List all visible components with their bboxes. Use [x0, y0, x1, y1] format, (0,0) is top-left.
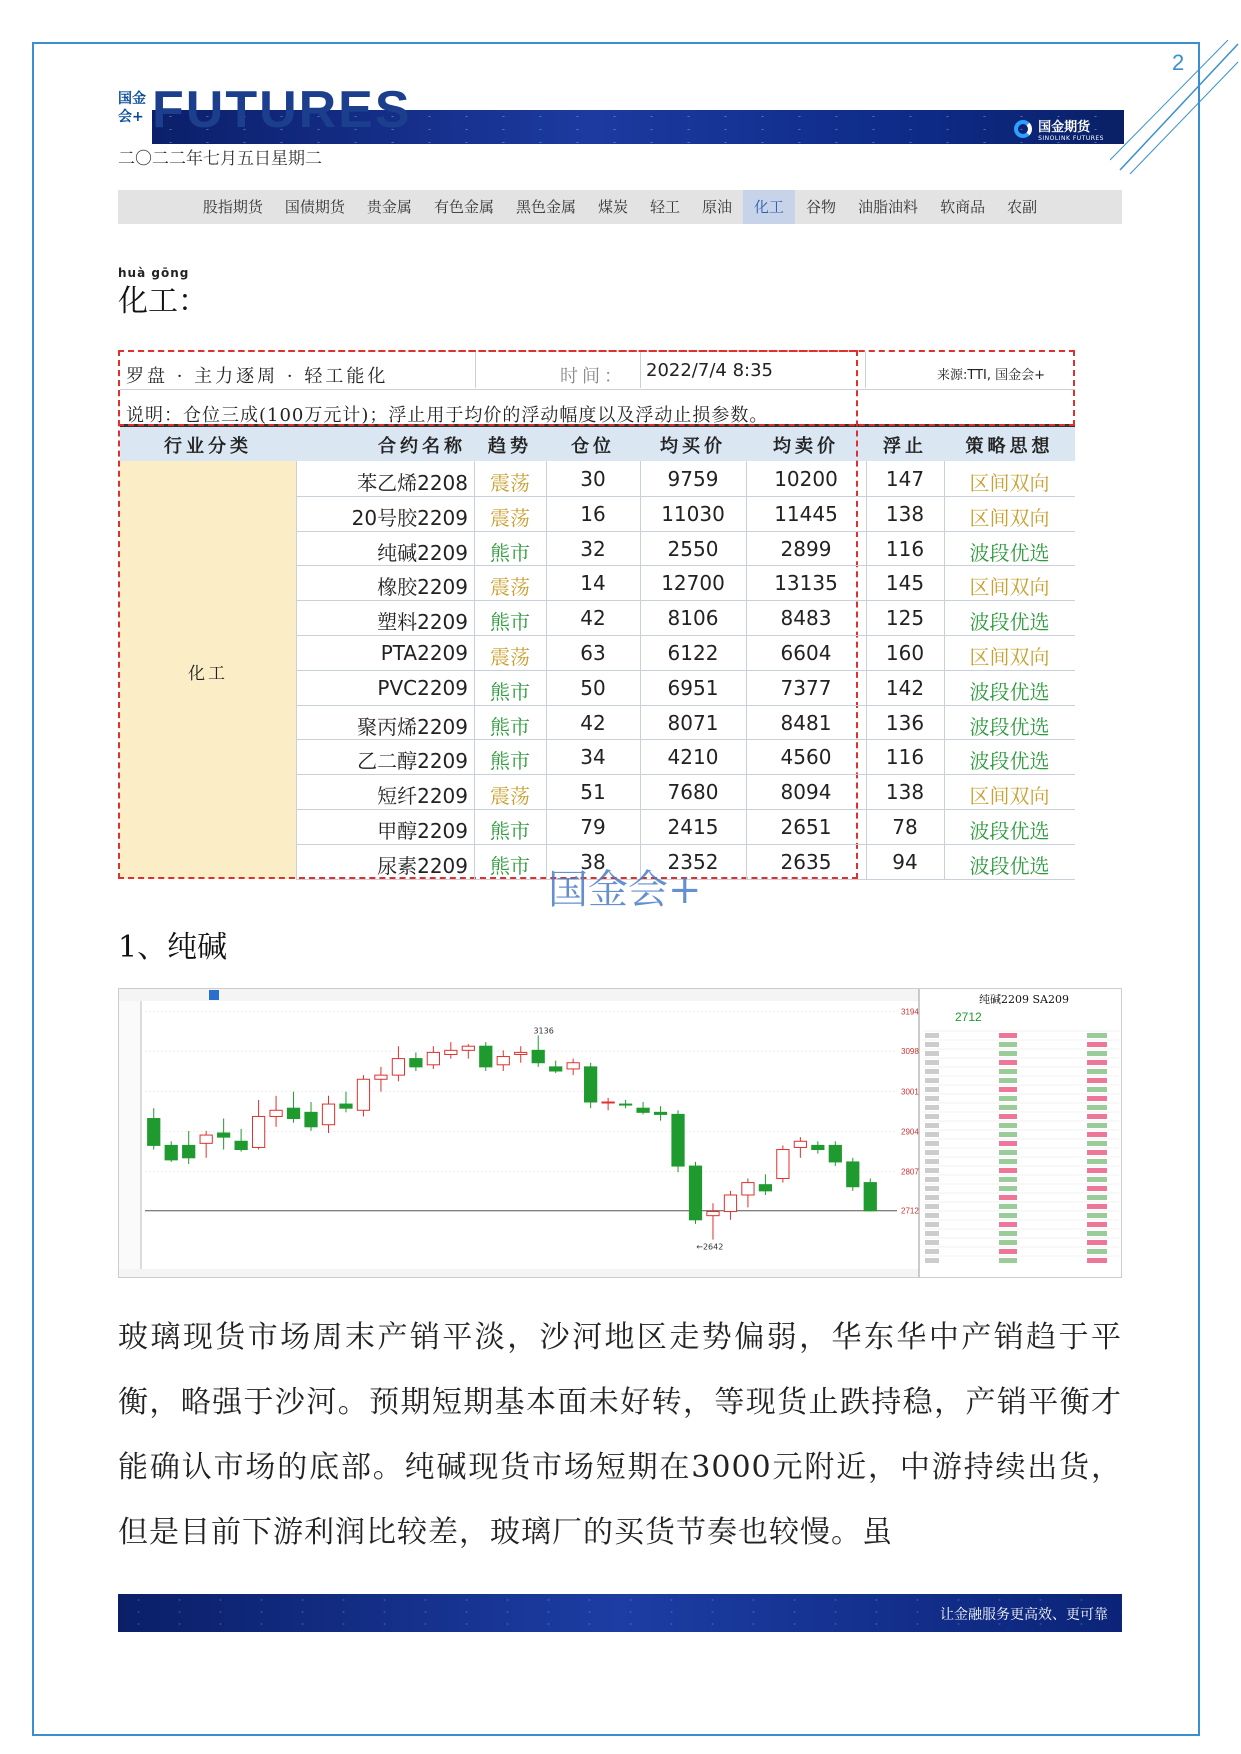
candle-body: [340, 1104, 352, 1108]
page-number: 2: [1172, 50, 1185, 75]
quote-row-value: [999, 1078, 1017, 1083]
cell-sell: 10200: [774, 467, 838, 491]
cell-strategy: 波段优选: [969, 679, 1050, 704]
quote-row-label: [925, 1078, 939, 1083]
quote-row-value: [1087, 1123, 1107, 1128]
cell-trend: 熊市: [490, 749, 530, 774]
candle-body: [550, 1067, 562, 1071]
cell-stop: 125: [885, 606, 925, 631]
quote-row-value: [999, 1033, 1017, 1038]
candle-body: [462, 1046, 474, 1050]
quote-row-label: [925, 1060, 939, 1065]
nav-item-0[interactable]: 股指期货: [202, 198, 263, 216]
cell-stop: 94: [892, 849, 918, 874]
quote-row-label: [925, 1042, 939, 1047]
cell-name: 塑料2209: [377, 610, 468, 635]
subheading: 1、纯碱: [118, 930, 228, 965]
table-title: 罗盘 · 主力逐周 · 轻工能化: [126, 366, 389, 387]
cell-strategy: 区间双向: [969, 505, 1050, 530]
quote-row-label: [925, 1087, 939, 1092]
cell-sell: 7377: [780, 675, 832, 700]
cell-stop: 138: [885, 780, 925, 805]
candle-body: [777, 1150, 789, 1179]
brand-cn: 国金会+: [118, 91, 146, 125]
candle-body: [252, 1116, 264, 1147]
candle-body: [759, 1185, 771, 1191]
quote-row-value: [999, 1240, 1017, 1245]
chart-status-bar: [119, 1269, 919, 1278]
high-label: 3136: [533, 1026, 554, 1036]
cell-sell: 6604: [780, 641, 832, 665]
quote-row-value: [999, 1132, 1017, 1137]
header-2: 趋势: [488, 436, 532, 457]
cell-trend: 熊市: [490, 540, 530, 565]
quote-row-value: [999, 1159, 1017, 1164]
section-pinyin: huà gōng: [118, 266, 190, 280]
candle-body: [305, 1112, 317, 1126]
body-paragraph: 玻璃现货市场周末产销平淡，沙河地区走势偏弱，华东华中产销趋于平衡，略强于沙河。预期短期基本面未好转，等现货止跌持稳，产销平衡才能确认市场的底部。纯碱现货市场短期在3000元附近，中游持续出货，但是目前下游利润比较差，玻璃厂的买货节奏也较慢。虽: [118, 1320, 1122, 1550]
quote-row-label: [925, 1195, 939, 1200]
nav-item-11[interactable]: 软商品: [940, 198, 986, 216]
cell-name: 橡胶2209: [377, 575, 468, 600]
watermark: 国金会+: [548, 867, 702, 913]
cell-name: 20号胶2209: [351, 505, 468, 530]
candle-body: [602, 1102, 614, 1103]
quote-row-value: [1087, 1177, 1107, 1182]
candle-body: [707, 1212, 719, 1216]
kline-svg: [119, 989, 1122, 1278]
quote-row-value: [999, 1105, 1017, 1110]
cell-sell: 2651: [780, 815, 832, 839]
cell-buy: 11030: [661, 501, 725, 526]
candle-body: [497, 1057, 509, 1065]
company-logo: [1014, 116, 1104, 142]
nav-item-2[interactable]: 贵金属: [366, 198, 412, 216]
divider: [640, 352, 641, 388]
cell-sell: 8094: [780, 780, 832, 805]
company-name: 国金期货: [1038, 120, 1091, 135]
quote-row-value: [1087, 1096, 1107, 1101]
time-label: 时间：: [560, 366, 626, 387]
header-5: 均卖价: [773, 436, 839, 457]
candle-body: [235, 1141, 247, 1149]
cell-trend: 熊市: [490, 853, 530, 878]
cell-pos: 34: [580, 745, 606, 770]
candle-body: [427, 1052, 439, 1064]
source-label: 来源:TTI, 国金会+: [937, 368, 1046, 383]
category-nav: [118, 190, 1122, 224]
nav-item-1[interactable]: 国债期货: [284, 198, 345, 216]
quote-row-value: [1087, 1222, 1107, 1227]
cell-buy: 2550: [667, 536, 719, 561]
cell-stop: 78: [892, 815, 918, 839]
right-axis-tick: 2712: [901, 1206, 919, 1216]
quote-row-value: [1087, 1186, 1107, 1191]
cell-pos: 79: [580, 815, 606, 839]
quote-row-label: [925, 1222, 939, 1227]
quote-row-label: [925, 1240, 939, 1245]
cell-name: PVC2209: [377, 675, 468, 700]
cell-buy: 2415: [667, 815, 719, 839]
divider: [865, 352, 866, 388]
quote-row-value: [1087, 1240, 1107, 1245]
footer-slogan: 让金融服务更高效、更可靠: [940, 1607, 1108, 1623]
time-value: 2022/7/4 8:35: [646, 360, 773, 381]
quote-last-price: 2712: [955, 1010, 982, 1024]
cell-strategy: 波段优选: [969, 749, 1050, 774]
cell-buy: 8071: [667, 710, 719, 735]
cell-sell: 2899: [780, 536, 832, 561]
quote-row-label: [925, 1231, 939, 1236]
quote-row-value: [999, 1087, 1017, 1092]
toolbar-active-icon: [209, 990, 219, 1000]
quote-row-value: [1087, 1159, 1107, 1164]
candle-body: [654, 1112, 666, 1114]
quote-row-value: [999, 1168, 1017, 1173]
nav-item-10[interactable]: 油脂油料: [858, 198, 919, 216]
cell-trend: 熊市: [490, 819, 530, 843]
cell-strategy: 区间双向: [969, 575, 1050, 600]
quote-row-label: [925, 1186, 939, 1191]
cell-trend: 震荡: [490, 784, 530, 809]
nav-item-6[interactable]: 轻工: [649, 198, 680, 216]
quote-row-label: [925, 1177, 939, 1182]
quote-row-label: [925, 1150, 939, 1155]
candle-body: [357, 1079, 369, 1110]
nav-item-3[interactable]: 有色金属: [433, 198, 494, 216]
quote-row-value: [1087, 1204, 1107, 1209]
candle-body: [322, 1104, 334, 1125]
quote-row-value: [999, 1231, 1017, 1236]
brand-futures: FUTURES: [152, 81, 412, 139]
candle-body: [794, 1141, 806, 1147]
quote-row-value: [999, 1114, 1017, 1119]
cell-buy: 2352: [667, 849, 719, 874]
quote-row-label: [925, 1132, 939, 1137]
cell-strategy: 波段优选: [969, 540, 1050, 565]
chart-toolbar: [119, 989, 919, 1001]
quote-row-value: [999, 1042, 1017, 1047]
cell-pos: 30: [580, 467, 606, 491]
quote-row-value: [1087, 1195, 1107, 1200]
section-title: 化工：: [118, 284, 208, 319]
cell-stop: 116: [885, 745, 925, 770]
quote-row-value: [1087, 1051, 1107, 1056]
category-label: 化工: [188, 664, 228, 684]
quote-row-value: [1087, 1087, 1107, 1092]
candle-body: [410, 1059, 422, 1067]
quote-row-value: [1087, 1150, 1107, 1155]
candle-body: [287, 1108, 299, 1118]
header-6: 浮止: [883, 436, 927, 457]
cell-strategy: 波段优选: [969, 714, 1050, 739]
candle-body: [829, 1145, 841, 1162]
header-3: 仓位: [571, 436, 615, 457]
candle-body: [585, 1067, 597, 1102]
quote-row-label: [925, 1204, 939, 1209]
nav-item-12[interactable]: 农副: [1007, 198, 1038, 216]
divider: [475, 352, 476, 388]
cell-pos: 50: [580, 675, 606, 700]
quote-row-value: [999, 1222, 1017, 1227]
quote-row-value: [999, 1249, 1017, 1254]
quote-row-value: [999, 1204, 1017, 1209]
cell-name: 纯碱2209: [377, 540, 468, 565]
cell-stop: 136: [885, 710, 925, 735]
cell-sell: 8483: [780, 606, 832, 631]
quote-row-value: [1087, 1060, 1107, 1065]
cell-pos: 42: [580, 606, 606, 631]
cell-trend: 熊市: [490, 679, 530, 704]
low-label: ←2642: [696, 1242, 724, 1252]
quote-row-value: [999, 1213, 1017, 1218]
report-date: 二〇二二年七月五日星期二: [118, 149, 322, 169]
candle-body: [864, 1183, 876, 1211]
cell-name: 甲醇2209: [377, 819, 468, 843]
candle-body: [532, 1050, 544, 1062]
right-axis-tick: 3098: [901, 1047, 919, 1057]
cell-sell: 2635: [780, 849, 832, 874]
cell-trend: 震荡: [490, 645, 530, 669]
cell-trend: 震荡: [490, 505, 530, 530]
nav-item-5[interactable]: 煤炭: [597, 198, 628, 216]
cell-buy: 6122: [667, 641, 719, 665]
quote-row-value: [1087, 1132, 1107, 1137]
quote-row-label: [925, 1249, 939, 1254]
quote-row-label: [925, 1213, 939, 1218]
cell-stop: 160: [885, 641, 925, 665]
candle-body: [637, 1108, 649, 1112]
cell-sell: 8481: [780, 710, 832, 735]
candle-body: [619, 1104, 631, 1105]
cell-sell: 4560: [780, 745, 832, 770]
quote-row-value: [1087, 1168, 1107, 1173]
candle-body: [742, 1183, 754, 1195]
info-column: [119, 1001, 141, 1269]
company-name-en: SINOLINK FUTURES: [1038, 135, 1104, 142]
quote-row-value: [1087, 1114, 1107, 1119]
quote-row-value: [1087, 1249, 1107, 1254]
quote-row-value: [1087, 1069, 1107, 1074]
candle-body: [392, 1059, 404, 1076]
cell-name: 乙二醇2209: [357, 749, 468, 774]
candle-body: [200, 1135, 212, 1143]
quote-title: 纯碱2209 SA209: [979, 993, 1069, 1006]
cell-pos: 32: [580, 536, 606, 561]
cell-name: 聚丙烯2209: [357, 714, 468, 739]
table-note: 说明：仓位三成(100万元计)；浮止用于均价的浮动幅度以及浮动止损参数。: [126, 405, 769, 426]
cell-pos: 14: [580, 571, 606, 596]
quote-row-label: [925, 1168, 939, 1173]
cell-stop: 142: [885, 675, 925, 700]
candle-body: [847, 1162, 859, 1187]
cell-sell: 11445: [774, 501, 838, 526]
candle-body: [218, 1133, 230, 1137]
cell-pos: 51: [580, 780, 606, 805]
right-axis-tick: 3001: [901, 1087, 919, 1097]
cell-buy: 7680: [667, 780, 719, 805]
cell-name: 苯乙烯2208: [357, 471, 468, 495]
quote-row-value: [1087, 1033, 1107, 1038]
candle-body: [270, 1110, 282, 1116]
quote-row-label: [925, 1123, 939, 1128]
quote-row-value: [1087, 1042, 1107, 1047]
cell-name: PTA2209: [380, 641, 468, 665]
cell-buy: 12700: [661, 571, 725, 596]
quote-row-value: [1087, 1231, 1107, 1236]
quote-row-value: [999, 1096, 1017, 1101]
cell-strategy: 波段优选: [969, 853, 1050, 878]
nav-item-7[interactable]: 原油: [702, 198, 733, 216]
cell-trend: 熊市: [490, 714, 530, 739]
cell-stop: 116: [885, 536, 925, 561]
cell-buy: 8106: [667, 606, 719, 631]
cell-strategy: 区间双向: [969, 784, 1050, 809]
cell-sell: 13135: [774, 571, 838, 596]
quote-row-label: [925, 1105, 939, 1110]
quote-row-label: [925, 1033, 939, 1038]
quote-row-value: [999, 1051, 1017, 1056]
header-1: 合约名称: [378, 436, 466, 457]
nav-item-4[interactable]: 黑色金属: [515, 198, 576, 216]
cell-trend: 震荡: [490, 575, 530, 600]
candle-body: [724, 1195, 736, 1212]
cell-buy: 4210: [667, 745, 719, 770]
header-7: 策略思想: [965, 436, 1054, 457]
quote-row-label: [925, 1069, 939, 1074]
quote-row-value: [999, 1060, 1017, 1065]
header-4: 均买价: [660, 436, 726, 457]
quote-row-label: [925, 1096, 939, 1101]
quote-row-value: [999, 1195, 1017, 1200]
cell-strategy: 区间双向: [969, 645, 1050, 669]
candle-body: [375, 1075, 387, 1079]
cell-buy: 6951: [667, 675, 719, 700]
cell-pos: 63: [580, 641, 606, 665]
right-axis-tick: 2807: [901, 1167, 919, 1177]
cell-stop: 145: [885, 571, 925, 596]
kline-chart: [118, 988, 1122, 1278]
cell-strategy: 波段优选: [969, 610, 1050, 635]
cell-buy: 9759: [667, 467, 719, 491]
quote-row-value: [1087, 1258, 1107, 1263]
quote-row-label: [925, 1114, 939, 1119]
candle-body: [480, 1046, 492, 1067]
logo-ring-icon: [1014, 120, 1032, 138]
quote-row-label: [925, 1051, 939, 1056]
nav-item-9[interactable]: 谷物: [806, 198, 837, 216]
nav-item-8[interactable]: 化工: [743, 190, 795, 224]
quote-row-value: [1087, 1105, 1107, 1110]
quote-row-label: [925, 1258, 939, 1263]
quote-row-value: [999, 1123, 1017, 1128]
cell-name: 尿素2209: [377, 853, 468, 878]
quote-row-value: [999, 1141, 1017, 1146]
cell-pos: 38: [580, 849, 606, 874]
cell-pos: 42: [580, 710, 606, 735]
cell-strategy: 区间双向: [969, 471, 1050, 495]
candle-body: [672, 1114, 684, 1166]
candle-body: [515, 1052, 527, 1054]
quote-row-value: [1087, 1078, 1107, 1083]
quote-row-value: [999, 1177, 1017, 1182]
candle-body: [812, 1145, 824, 1149]
quote-row-label: [925, 1141, 939, 1146]
candle-body: [183, 1145, 195, 1157]
candle-body: [165, 1145, 177, 1159]
candle-body: [148, 1119, 160, 1146]
quote-row-value: [999, 1186, 1017, 1191]
quote-row-label: [925, 1159, 939, 1164]
candle-body: [445, 1050, 457, 1054]
divider: [120, 389, 1075, 390]
cell-strategy: 波段优选: [969, 819, 1050, 843]
candle-body: [689, 1166, 701, 1220]
cell-pos: 16: [580, 501, 606, 526]
candle-body: [567, 1063, 579, 1069]
right-axis-tick: 3194: [901, 1007, 919, 1017]
quote-row-value: [999, 1150, 1017, 1155]
right-axis-tick: 2904: [901, 1127, 919, 1137]
footer-banner: [118, 1594, 1122, 1632]
cell-trend: 震荡: [490, 471, 530, 495]
quote-row-value: [999, 1069, 1017, 1074]
header-0: 行业分类: [164, 436, 252, 457]
quote-row-value: [1087, 1141, 1107, 1146]
cell-stop: 147: [885, 467, 925, 491]
quote-row-value: [1087, 1213, 1107, 1218]
quote-row-value: [999, 1258, 1017, 1263]
cell-stop: 138: [885, 501, 925, 526]
cell-name: 短纤2209: [377, 784, 468, 809]
cell-trend: 熊市: [490, 610, 530, 635]
